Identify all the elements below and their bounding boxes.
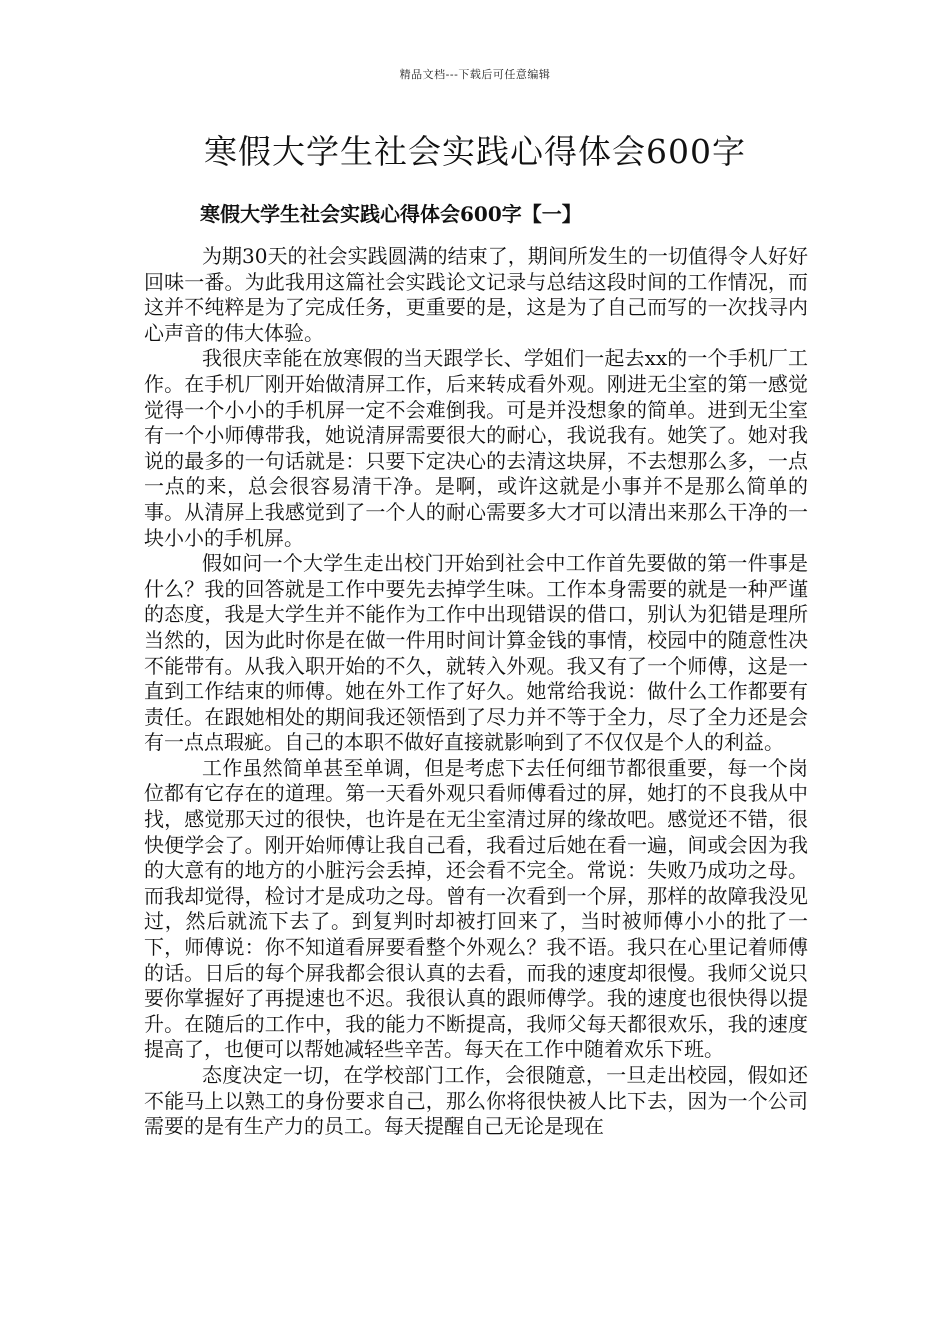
paragraph-2: 我很庆幸能在放寒假的当天跟学长、学姐们一起去xx的一个手机厂工作。在手机厂刚开始做清屏工作，后来转成看外观。刚进无尘室的第一感觉觉得一个小小的手机屏一定不会难倒我。可是并没想象的简单。进到无尘室有一个小师傅带我，她说清屏需要很大的耐心，我说我有。她笑了。她对我说的最多的一句话就是：只要下定决心的去清这块屏，不去想那么多，一点一点的来，总会很容易清干净。是啊，或许这就是小事并不是那么简单的事。从清屏上我感觉到了一个人的耐心需要多大才可以清出来那么干净的一块小小的手机屏。 bbox=[144, 346, 808, 550]
paragraph-4: 工作虽然简单甚至单调，但是考虑下去任何细节都很重要，每一个岗位都有它存在的道理。第一天看外观只看师傅看过的屏，她打的不良我从中找，感觉那天过的很快，也许是在无尘室清过屏的缘故吧。感觉还不错，很快便学会了。刚开始师傅让我自己看，我看过后她在看一遍，间或会因为我的大意有的地方的小脏污会丢掉，还会看不完全。常说：失败乃成功之母。而我却觉得，检讨才是成功之母。曾有一次看到一个屏，那样的故障我没见过，然后就流下去了。到复判时却被打回来了，当时被师傅小小的批了一下，师傅说：你不知道看屏要看整个外观么？我不语。我只在心里记着师傅的话。日后的每个屏我都会很认真的去看，而我的速度却很慢。我师父说只要你掌握好了再提速也不迟。我很认真的跟师傅学。我的速度也很快得以提升。在随后的工作中，我的能力不断提高，我师父每天都很欢乐，我的速度提高了，也便可以帮她减轻些辛苦。每天在工作中随着欢乐下班。 bbox=[144, 755, 808, 1062]
section-subtitle: 寒假大学生社会实践心得体会600字【一】 bbox=[200, 202, 582, 226]
body-text bbox=[144, 244, 808, 1140]
paragraph-3: 假如问一个大学生走出校门开始到社会中工作首先要做的第一件事是什么？我的回答就是工作中要先去掉学生味。工作本身需要的就是一种严谨的态度，我是大学生并不能作为工作中出现错误的借口，别认为犯错是理所当然的，因为此时你是在做一件用时间计算金钱的事情，校园中的随意性决不能带有。从我入职开始的不久，就转入外观。我又有了一个师傅，这是一直到工作结束的师傅。她在外工作了好久。她常给我说：做什么工作都要有责任。在跟她相处的期间我还领悟到了尽力并不等于全力，尽了全力还是会有一点点瑕疵。自己的本职不做好直接就影响到了不仅仅是个人的利益。 bbox=[144, 551, 808, 755]
paragraph-1: 为期30天的社会实践圆满的结束了，期间所发生的一切值得令人好好回味一番。为此我用这篇社会实践论文记录与总结这段时间的工作情况，而这并不纯粹是为了完成任务，更重要的是，这是为了自己而写的一次找寻内心声音的伟大体验。 bbox=[144, 244, 808, 345]
header-note: 精品文档---下载后可任意编辑 bbox=[399, 68, 551, 81]
document-title: 寒假大学生社会实践心得体会600字 bbox=[204, 132, 746, 171]
paragraph-5: 态度决定一切，在学校部门工作，会很随意，一旦走出校园，假如还不能马上以熟工的身份要求自己，那么你将很快被人比下去，因为一个公司需要的是有生产力的员工。每天提醒自己无论是现在 bbox=[144, 1063, 808, 1139]
